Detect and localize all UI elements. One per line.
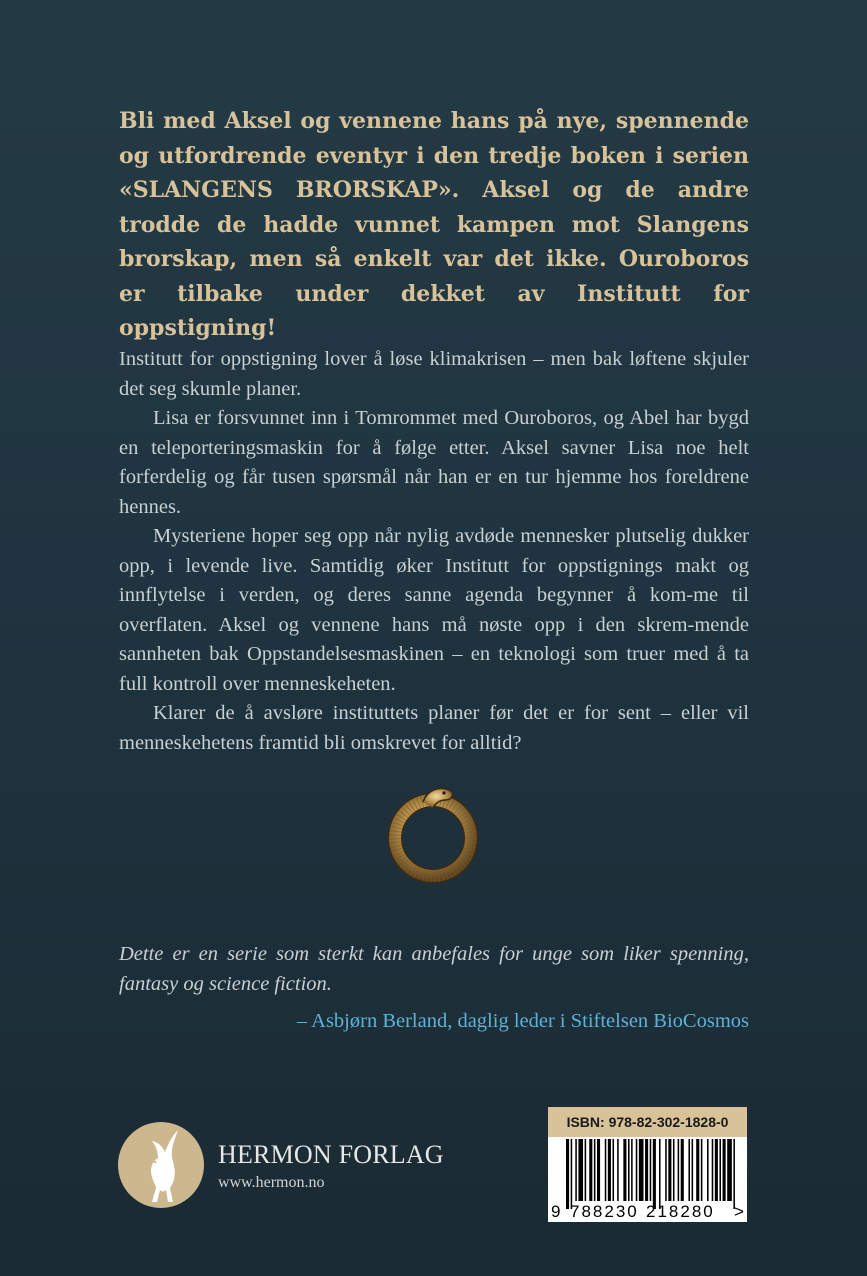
synopsis-paragraph-2: Lisa er forsvunnet inn i Tomrommet med Ouroboros, og Abel har bygd en teleporteringsmaskin for å følge etter. Aksel savner Lisa noe helt forferdelig og får tusen spørsmål når han er en tur hjemme hos foreldrene hennes. xyxy=(119,407,749,518)
barcode-bar xyxy=(617,1139,619,1201)
barcode-bar xyxy=(589,1139,592,1201)
barcode-bar xyxy=(623,1139,626,1201)
bird-icon xyxy=(118,1122,204,1208)
barcode-bar xyxy=(696,1139,699,1201)
barcode-bar xyxy=(605,1139,607,1201)
barcode-bar xyxy=(692,1139,694,1201)
barcode-bar xyxy=(659,1139,661,1209)
synopsis-paragraph-3: Mysteriene hoper seg opp når nylig avdøde mennesker plutselig dukker opp, i levende live. Samtidig øker Institutt for oppstignings makt og innflytelse i verden, og deres sanne agenda begynner å kom-me til overflaten. Aksel og vennene hans må nøste opp i den skrem-mende sannheten bak Oppstandelsesmaskinen – en teknologi som truer med å ta full kontroll over menneskeheten. xyxy=(119,525,749,695)
barcode-bar xyxy=(733,1139,735,1209)
barcode-bar xyxy=(578,1139,583,1201)
barcode-bar xyxy=(594,1139,596,1201)
ouroboros-snake-icon xyxy=(383,782,485,886)
barcode-bar xyxy=(688,1139,690,1201)
barcode-bar xyxy=(628,1139,630,1201)
barcode-bar xyxy=(645,1139,648,1201)
barcode-bar xyxy=(715,1139,718,1201)
barcode-bar xyxy=(585,1139,587,1201)
barcode-bar xyxy=(571,1139,573,1209)
barcode-bar xyxy=(727,1139,732,1201)
barcode-bar xyxy=(678,1139,680,1201)
publisher-name: HERMON FORLAG xyxy=(218,1140,444,1169)
barcode-bar xyxy=(639,1139,644,1201)
synopsis-paragraph-4: Klarer de å avsløre instituttets planer før det er for sent – eller vil menneskehetens framtid bli omskrevet for alltid? xyxy=(119,702,749,754)
synopsis-paragraph-1: Institutt for oppstigning lover å løse klimakrisen – men bak løftene skjuler det seg skumle planer. xyxy=(119,348,749,400)
barcode-bar xyxy=(597,1139,600,1201)
barcode-bar xyxy=(681,1139,684,1201)
barcode-bar xyxy=(636,1139,638,1201)
barcode-bar xyxy=(653,1139,656,1209)
barcode-bar xyxy=(575,1139,577,1201)
isbn-label: ISBN: 978-82-302-1828-0 xyxy=(548,1107,747,1137)
barcode-bars xyxy=(548,1137,747,1222)
barcode-bar xyxy=(707,1139,709,1201)
barcode-bar xyxy=(665,1139,667,1201)
barcode-bar xyxy=(631,1139,633,1201)
barcode-bar xyxy=(613,1139,615,1201)
barcode-bar xyxy=(650,1139,652,1201)
barcode-bar xyxy=(712,1139,714,1201)
quote-attribution: – Asbjørn Berland, daglig leder i Stiftelsen BioCosmos xyxy=(296,1010,749,1032)
barcode-bar xyxy=(608,1139,611,1201)
barcode-digit-lead: 9 xyxy=(551,1202,561,1221)
barcode-digits-left: 788230 xyxy=(570,1202,639,1221)
barcode-end-mark: > xyxy=(734,1202,744,1221)
intro-blurb: Bli med Aksel og vennene hans på nye, spennende og utfordrende eventyr i den tredje boken i serien «SLANGENS BRORSKAP». Aksel og de andre trodde de hadde vunnet kampen mot Slangens brorskap, men så enkelt var det ikke. Ouroboros er tilbake under dekket av Institutt for oppstigning! xyxy=(119,108,749,341)
barcode-bar xyxy=(668,1139,671,1201)
barcode-bar xyxy=(701,1139,703,1201)
barcode-digits-right: 218280 xyxy=(646,1202,715,1221)
barcode xyxy=(548,1107,747,1222)
barcode-bar xyxy=(723,1139,726,1201)
barcode-bar xyxy=(673,1139,675,1201)
barcode-bar xyxy=(566,1139,569,1209)
publisher-website[interactable]: www.hermon.no xyxy=(218,1174,325,1191)
review-quote: Dette er en serie som sterkt kan anbefales for unge som liker spenning, fantasy og science fiction. xyxy=(119,943,749,995)
barcode-bar xyxy=(719,1139,721,1201)
publisher-logo xyxy=(118,1122,204,1208)
synopsis xyxy=(119,345,749,758)
